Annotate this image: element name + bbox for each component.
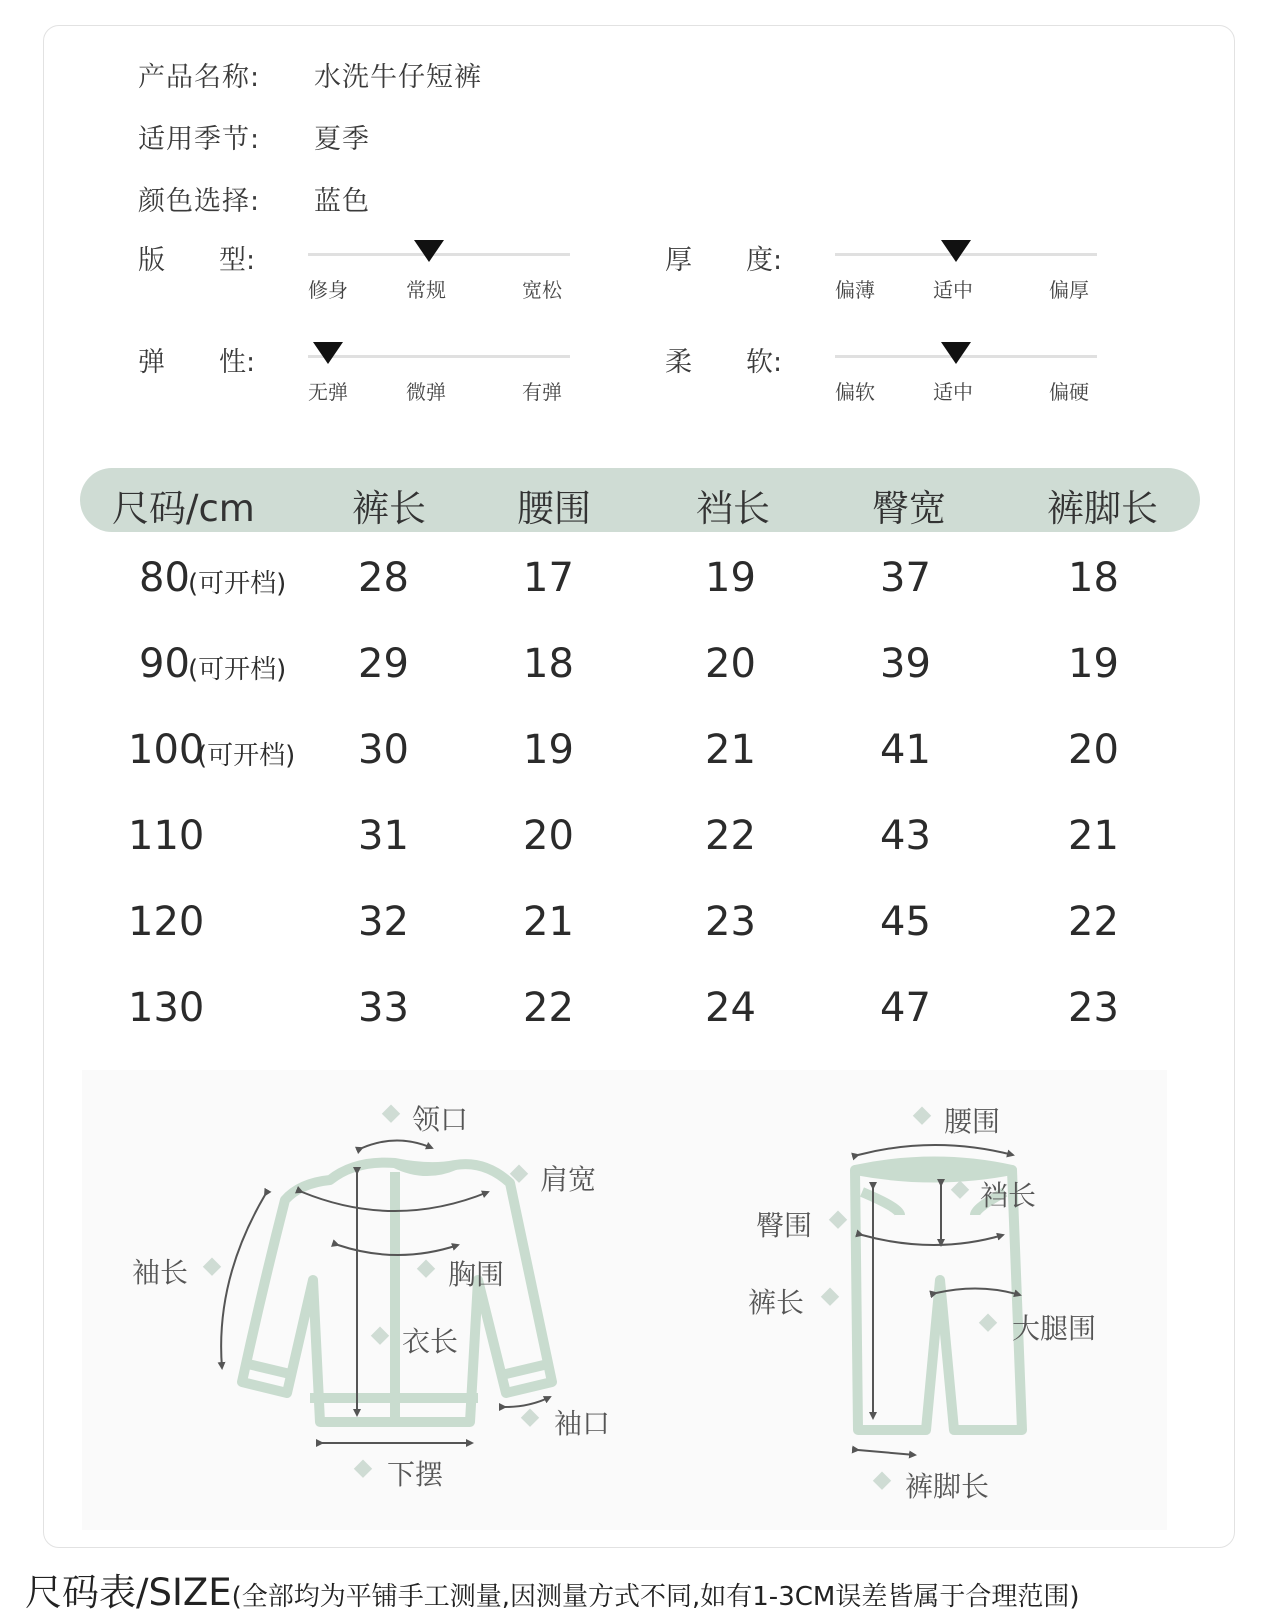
measurement-cell: 20: [523, 813, 574, 859]
measurement-cell: 20: [1068, 727, 1119, 773]
measurement-cell: 17: [523, 555, 574, 601]
measurement-cell: 22: [523, 985, 574, 1031]
attribute-thickness-option: 适中: [933, 278, 973, 302]
measurement-cell: 19: [705, 555, 756, 601]
size-note: (可开档): [197, 741, 296, 771]
measurement-cell: 20: [705, 641, 756, 687]
measurement-cell: 29: [358, 641, 409, 687]
label-body-length: 衣长: [402, 1325, 459, 1358]
header-rise: 裆长: [696, 487, 770, 530]
label-rise: 裆长: [980, 1179, 1037, 1212]
measurement-cell: 21: [523, 899, 574, 945]
header-pants-length: 裤长: [352, 487, 426, 530]
footer-caption: [25, 1562, 1079, 1616]
jacket-outline: [242, 1163, 552, 1422]
measurement-cell: 18: [523, 641, 574, 687]
measurement-cell: 37: [880, 555, 931, 601]
attribute-softness-option: 偏硬: [1049, 380, 1089, 404]
label-chest: 胸围: [448, 1258, 505, 1291]
measurement-cell: 30: [358, 727, 409, 773]
attribute-elasticity-label: 弹 性:: [138, 347, 256, 378]
label-thigh: 大腿围: [1012, 1312, 1097, 1345]
color-value: 蓝色: [314, 186, 370, 217]
header-hip: 臀宽: [872, 487, 946, 530]
color-label: 颜色选择:: [138, 186, 261, 217]
footer-note: (全部均为平铺手工测量,因测量方式不同,如有1-3CM误差皆属于合理范围): [231, 1582, 1080, 1612]
header-leg-opening: 裤脚长: [1047, 487, 1158, 530]
size-cell: 130: [128, 985, 205, 1031]
measurement-cell: 23: [705, 899, 756, 945]
attribute-softness-label: 柔 软:: [665, 347, 783, 378]
measurement-cell: 39: [880, 641, 931, 687]
measurement-cell: 23: [1068, 985, 1119, 1031]
measurement-cell: 19: [1068, 641, 1119, 687]
attribute-fit-option: 修身: [308, 278, 348, 302]
attribute-elasticity-option: 微弹: [406, 380, 446, 404]
measurement-cell: 47: [880, 985, 931, 1031]
size-note: (可开档): [188, 569, 287, 599]
measurement-cell: 45: [880, 899, 931, 945]
measurement-cell: 31: [358, 813, 409, 859]
attribute-thickness-option: 偏厚: [1049, 278, 1089, 302]
label-hip: 臀围: [756, 1209, 813, 1242]
size-cell: 110: [128, 813, 205, 859]
label-pants-length: 裤长: [748, 1286, 805, 1319]
label-sleeve: 袖长: [132, 1256, 189, 1289]
size-cell: 120: [128, 899, 205, 945]
label-shoulder: 肩宽: [540, 1163, 597, 1196]
measurement-cell: 21: [1068, 813, 1119, 859]
measurement-cell: 22: [1068, 899, 1119, 945]
measurement-cell: 41: [880, 727, 931, 773]
measurement-cell: 32: [358, 899, 409, 945]
size-cell: 100: [128, 727, 205, 773]
header-size: 尺码/cm: [112, 487, 255, 530]
label-leg-opening: 裤脚长: [905, 1470, 990, 1503]
size-cell: 90: [139, 641, 190, 687]
attribute-elasticity-option: 无弹: [308, 380, 348, 404]
attribute-fit-option: 常规: [406, 278, 446, 302]
attribute-softness-option: 偏软: [835, 380, 875, 404]
attribute-fit-label: 版 型:: [138, 245, 256, 276]
season-value: 夏季: [314, 124, 370, 155]
label-collar: 领口: [412, 1103, 469, 1136]
measurement-cell: 28: [358, 555, 409, 601]
measurement-cell: 24: [705, 985, 756, 1031]
product-name-label: 产品名称:: [138, 62, 261, 93]
attribute-softness-option: 适中: [933, 380, 973, 404]
footer-title: 尺码表/SIZE: [25, 1571, 232, 1614]
measurement-cell: 18: [1068, 555, 1119, 601]
header-waist: 腰围: [517, 487, 591, 530]
size-cell: 80: [139, 555, 190, 601]
label-cuff: 袖口: [554, 1407, 611, 1440]
attribute-fit-option: 宽松: [522, 278, 562, 302]
measurement-cell: 21: [705, 727, 756, 773]
season-label: 适用季节:: [138, 124, 261, 155]
measurement-cell: 22: [705, 813, 756, 859]
measurement-cell: 33: [358, 985, 409, 1031]
attribute-elasticity-option: 有弹: [522, 380, 562, 404]
product-name-value: 水洗牛仔短裤: [314, 62, 482, 93]
attribute-thickness-option: 偏薄: [835, 278, 875, 302]
label-hem: 下摆: [387, 1458, 444, 1491]
measurement-cell: 19: [523, 727, 574, 773]
label-waist: 腰围: [944, 1105, 1001, 1138]
attribute-thickness-label: 厚 度:: [665, 245, 783, 276]
size-note: (可开档): [188, 655, 287, 685]
measurement-cell: 43: [880, 813, 931, 859]
